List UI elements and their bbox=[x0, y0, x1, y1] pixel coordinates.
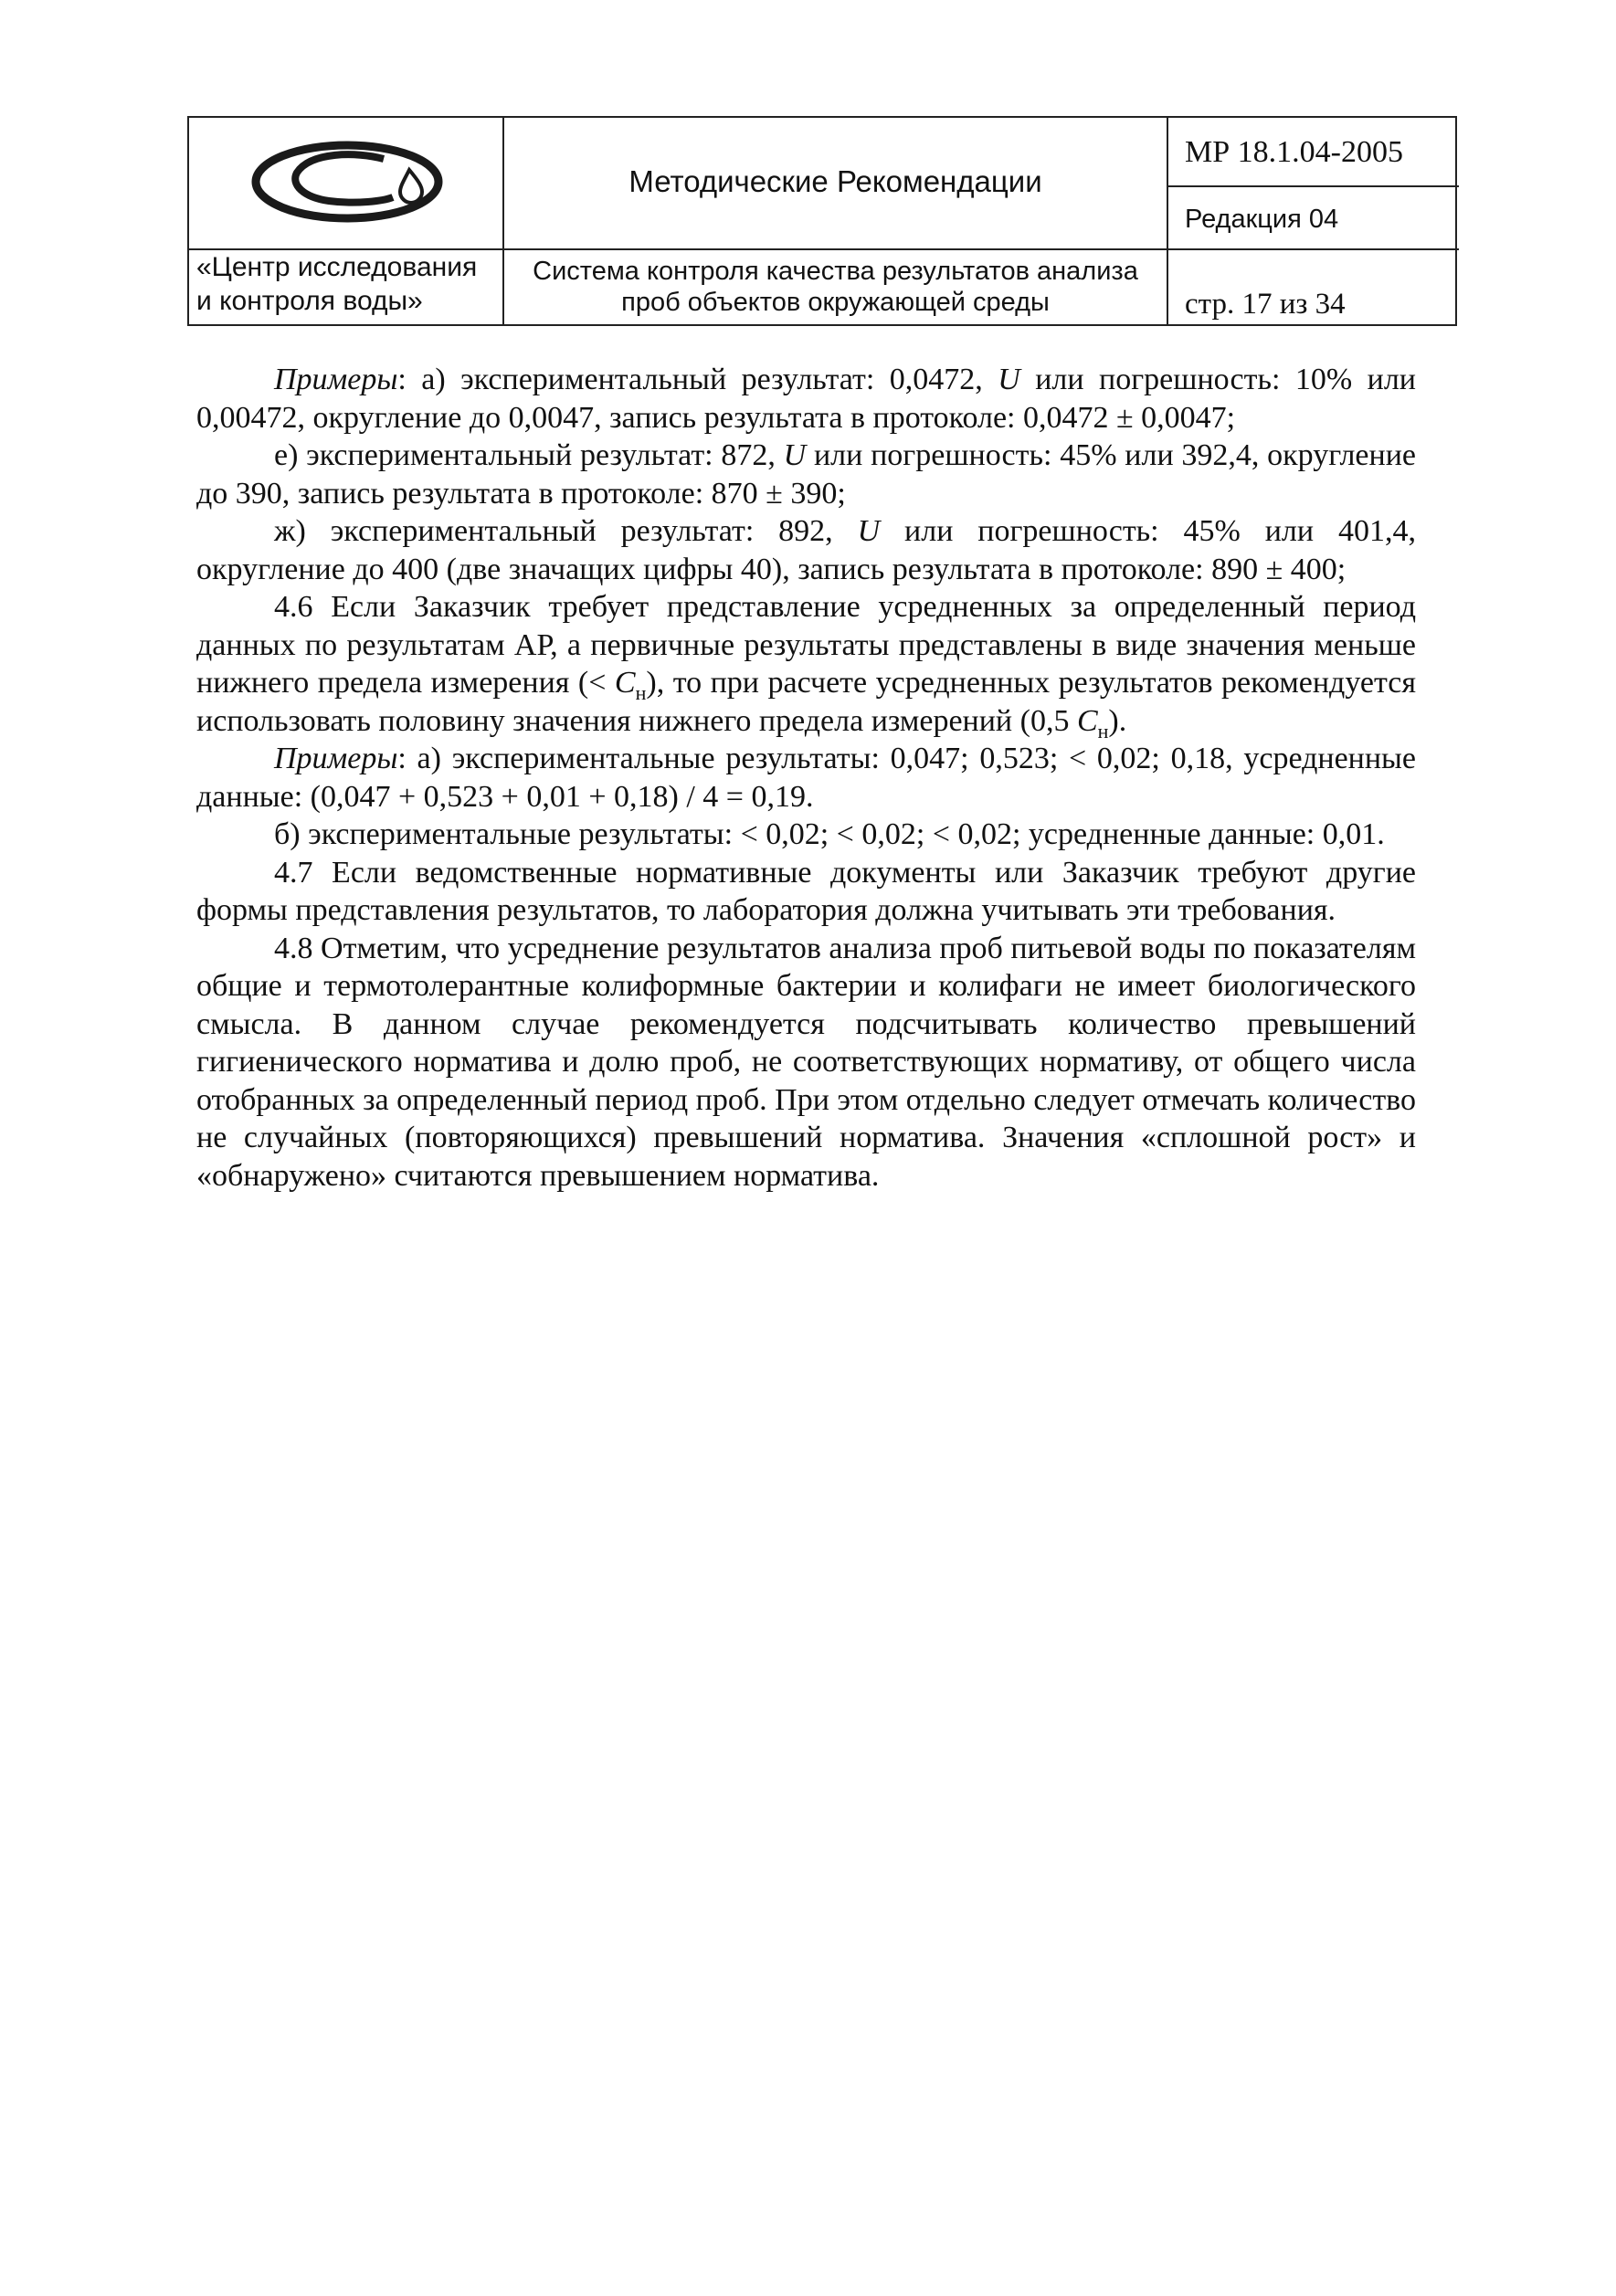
text-run: или погрешность: 45% или 392,4, округление до 390, запись результата в протоколе: 870 ± 390; bbox=[196, 438, 1416, 511]
text-run: 4.6 Если Заказчик требует представление усредненных за определенный период данных по результатам АР, а первичные результаты представлены в виде значения меньше нижнего предела измерения (< bbox=[196, 590, 1416, 700]
example-paragraph bbox=[196, 361, 1416, 437]
symbol-c: C bbox=[614, 666, 636, 700]
section-4-8-paragraph: 4.8 Отметим, что усреднение результатов анализа проб питьевой воды по показателям общие и термотолерантные колиформные бактерии и колифаги не имеет биологического смысла. В данном случае рекомендуется подсчитывать количество превышений гигиенического норматива и долю проб, не соответствующих нормативу, от общего числа отобранных за определенный период проб. При этом отдельно следует отмечать количество не случайных (повторяющихся) превышений норматива. Значения «сплошной рост» и «обнаружено» считаются превышением норматива. bbox=[196, 931, 1416, 1193]
subscript: н bbox=[635, 680, 647, 704]
document-subtitle bbox=[504, 250, 1167, 323]
symbol-u: U bbox=[857, 514, 881, 548]
text-run: : а) экспериментальный результат: 0,0472, bbox=[397, 363, 998, 396]
text-run: е) экспериментальный результат: 872, bbox=[274, 438, 784, 472]
symbol-c: C bbox=[1076, 703, 1098, 738]
symbol-u: U bbox=[998, 363, 1020, 396]
text-run: ). bbox=[1108, 703, 1127, 738]
text-run: : а) экспериментальные результаты: 0,047; 0,523; < 0,02; 0,18, усредненные данные: (0,047 + 0,523 + 0,01 + 0,18) / 4 = 0,19. bbox=[196, 742, 1416, 814]
example-paragraph bbox=[196, 512, 1416, 588]
section-4-7-paragraph: 4.7 Если ведомственные нормативные документы или Заказчик требуют другие формы представления результатов, то лаборатория должна учитывать эти требования. bbox=[196, 855, 1416, 927]
text-run: ), то при расчете усредненных результатов рекомендуется использовать половину значения нижнего предела измерений (0,5 bbox=[196, 666, 1416, 738]
text-run: или погрешность: 10% или 0,00472, округление до 0,0047, запись результата в протоколе: 0,0472 ± 0,0047; bbox=[196, 363, 1416, 435]
document-type-title: Методические Рекомендации bbox=[628, 164, 1042, 198]
organization-name bbox=[196, 250, 507, 323]
document-subtitle-line: Система контроля качества результатов анализа bbox=[533, 257, 1138, 286]
document-body bbox=[196, 361, 1416, 1195]
document-code: МР 18.1.04-2005 bbox=[1185, 135, 1403, 169]
text-run: или погрешность: 45% или 401,4, округление до 400 (две значащих цифры 40), запись результата в протоколе: 890 ± 400; bbox=[196, 514, 1416, 586]
text-run: ж) экспериментальный результат: 892, bbox=[274, 514, 858, 548]
example-paragraph bbox=[196, 437, 1416, 512]
examples-label: Примеры bbox=[274, 363, 398, 396]
document-subtitle-line: проб объектов окружающей среды bbox=[621, 288, 1050, 317]
example-paragraph bbox=[196, 740, 1416, 816]
organization-logo bbox=[189, 118, 504, 246]
subscript: н bbox=[1097, 719, 1109, 743]
organization-name-line: и контроля воды» bbox=[196, 286, 423, 316]
symbol-u: U bbox=[783, 438, 807, 472]
organization-name-line: «Центр исследования bbox=[196, 252, 478, 282]
example-paragraph: б) экспериментальные результаты: < 0,02; < 0,02; < 0,02; усредненные данные: 0,01. bbox=[274, 817, 1385, 851]
examples-label: Примеры bbox=[274, 742, 398, 775]
page-number: стр. 17 из 34 bbox=[1185, 288, 1346, 321]
section-4-6-paragraph bbox=[196, 588, 1416, 743]
header-table bbox=[187, 116, 1457, 326]
document-revision: Редакция 04 bbox=[1185, 205, 1339, 234]
water-drop-logo-icon bbox=[247, 132, 448, 232]
